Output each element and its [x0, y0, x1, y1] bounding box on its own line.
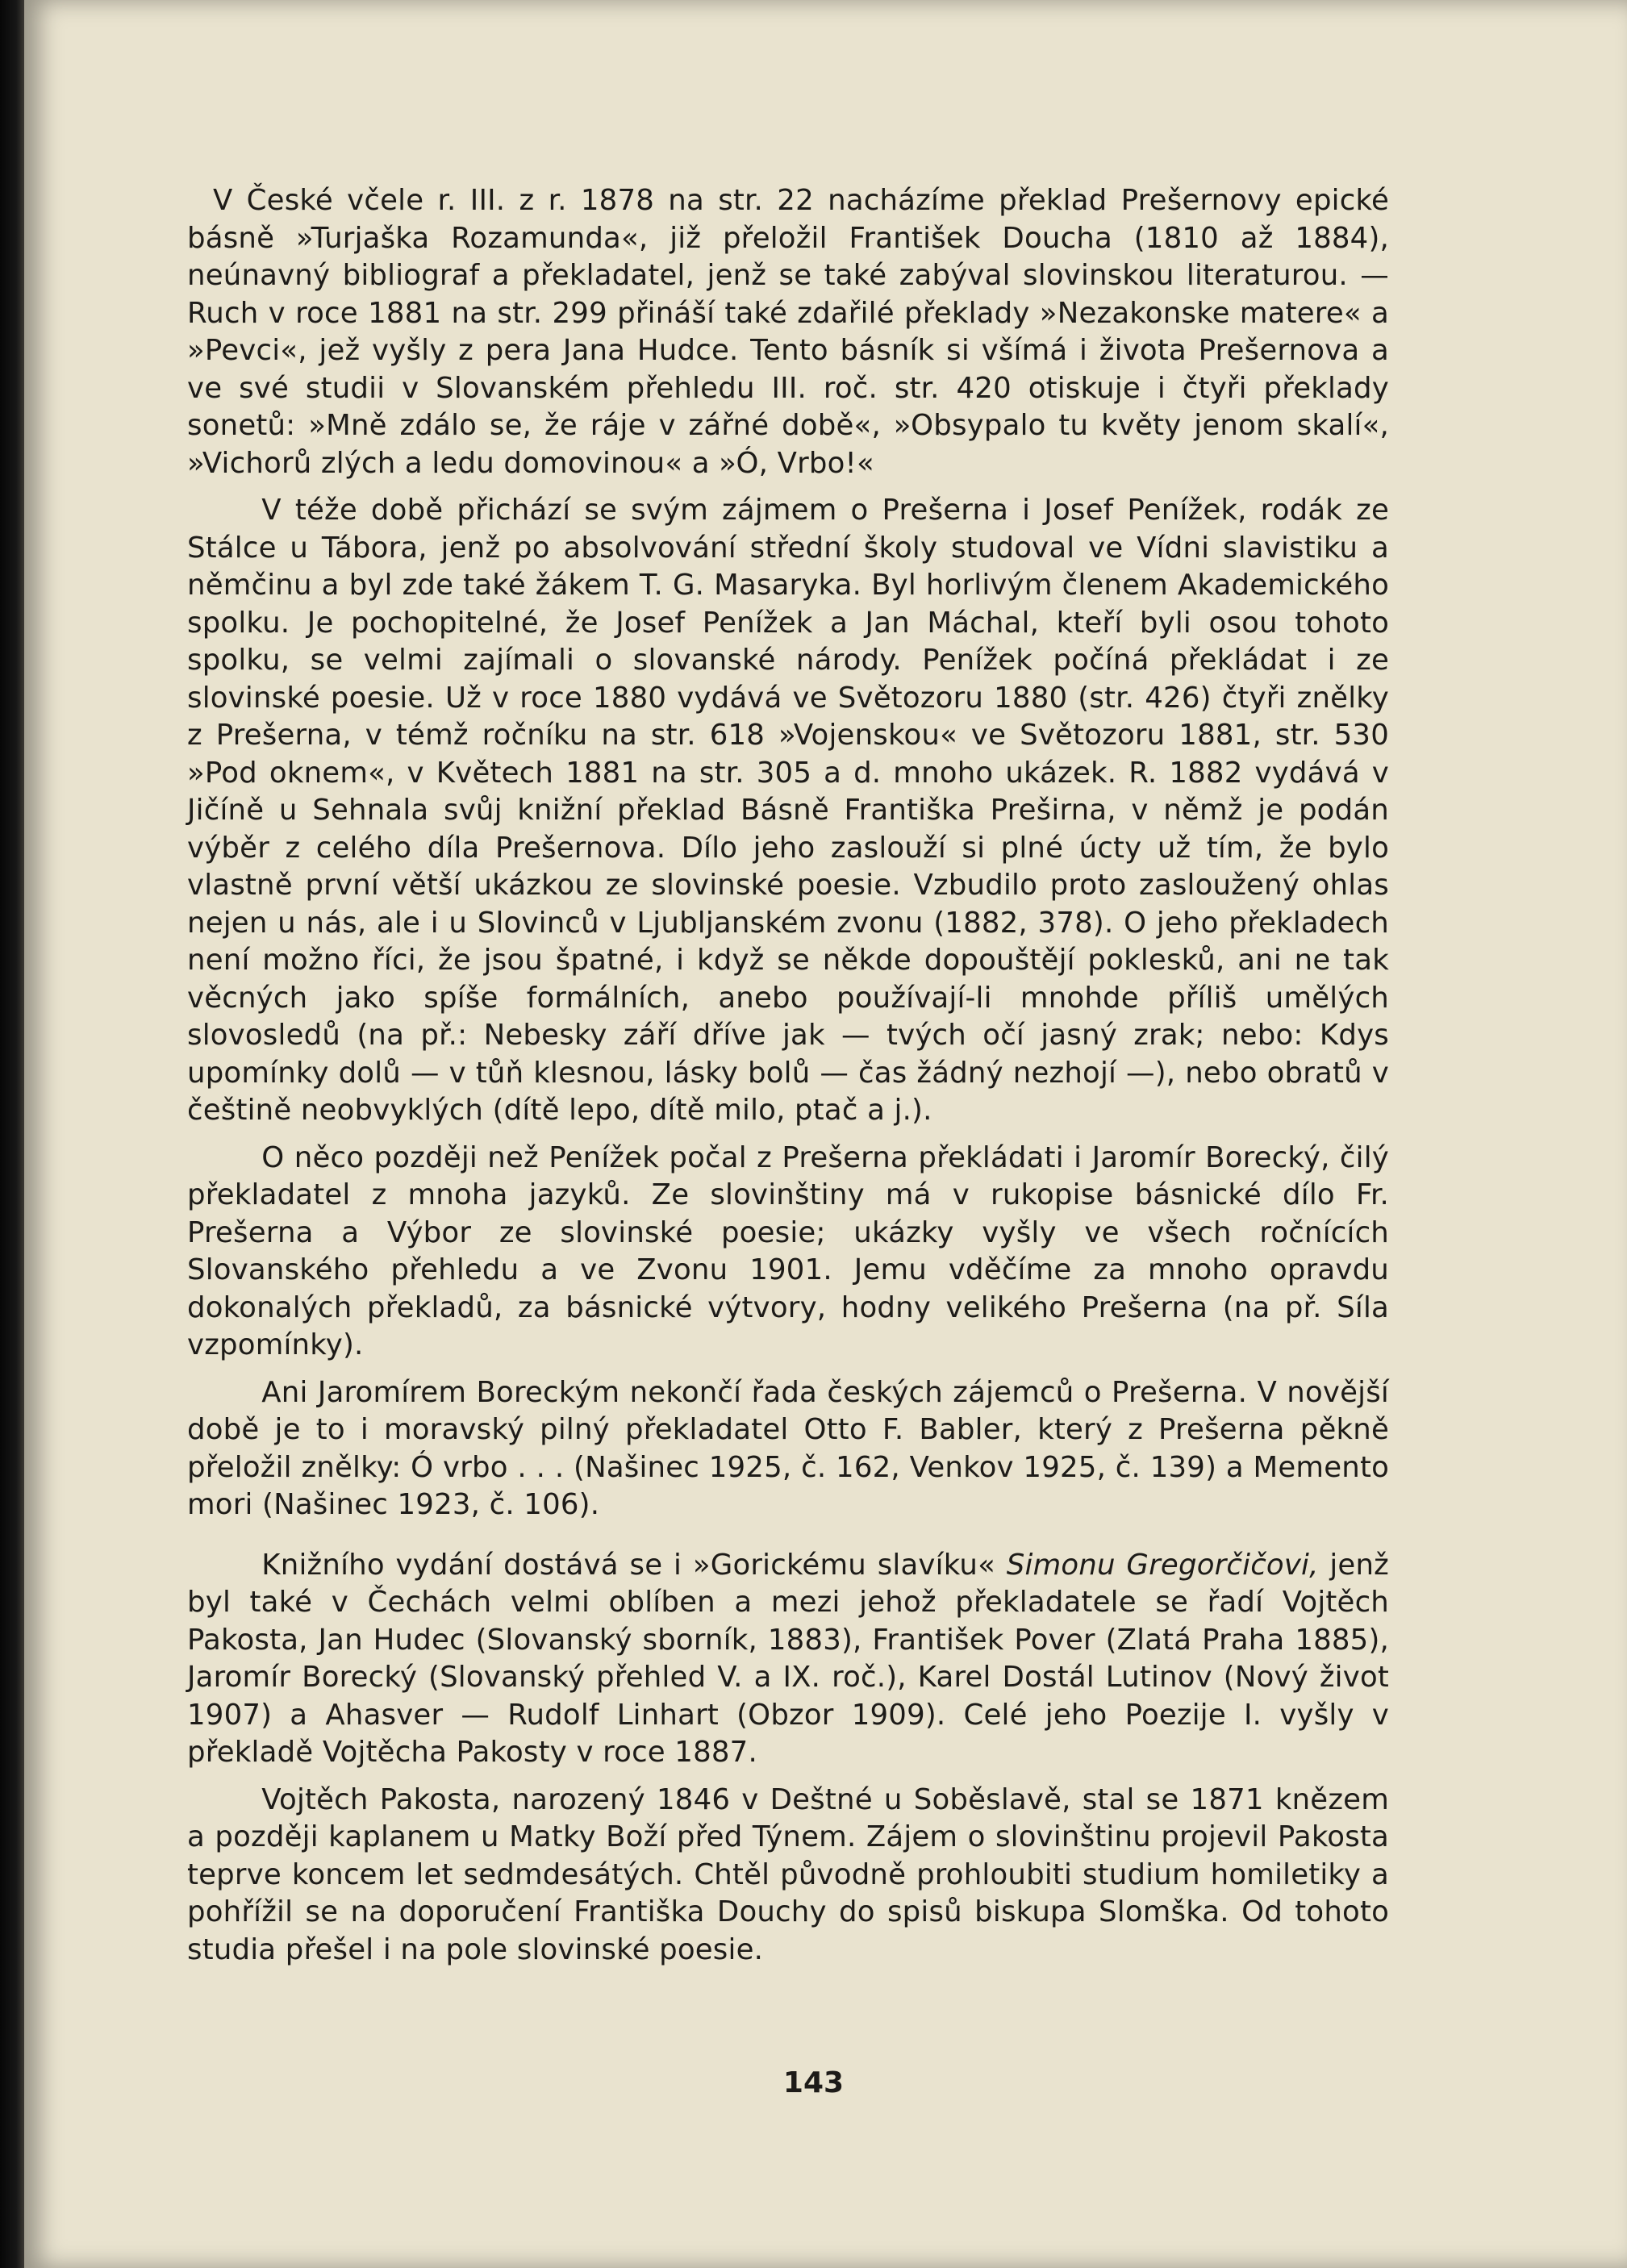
paragraph-3: O něco později než Penížek počal z Prešerna překládati i Jaromír Borecký, čilý překladatel z mnoha jazyků. Ze slovinštiny má v rukopise básnické dílo Fr. Prešerna a Výbor ze slovinské poesie; ukázky vyšly ve všech ročnících Slovanského přehledu a ve Zvonu 1901. Jemu vděčíme za mnoho opravdu dokonalých překladů, za básnické výtvory, hodny velikého Prešerna (na př. Síla vzpomínky).	[187, 1140, 1389, 1361]
paragraph-5	[187, 1547, 1389, 1772]
body-text	[187, 182, 1389, 1978]
book-binding-edge	[0, 0, 27, 2268]
paragraph-2: V téže době přichází se svým zájmem o Prešerna i Josef Penížek, rodák ze Stálce u Tábora, jenž po absolvování střední školy studoval ve Vídni slavistiku a němčinu a byl zde také žákem T. G. Masaryka. Byl horlivým členem Akademického spolku. Je pochopitelné, že Josef Penížek a Jan Máchal, kteří byli osou tohoto spolku, se velmi zajímali o slovanské národy. Penížek počíná překládat i ze slovinské poesie. Už v roce 1880 vydává ve Světozoru 1880 (str. 426) čtyři znělky z Prešerna, v témž ročníku na str. 618 »Vojenskou« ve Světozoru 1881, str. 530 »Pod oknem«, v Květech 1881 na str. 305 a d. mnoho ukázek. R. 1882 vydává v Jičíně u Sehnala svůj knižní překlad Básně Františka Preširna, v němž je podán výběr z celého díla Prešernova. Dílo jeho zaslouží si plné úcty už tím, že bylo vlastně první větší ukázkou ze slovinské poesie. Vzbudilo proto zasloužený ohlas nejen u nás, ale i u Slovinců v Ljubljanském zvonu (1882, 378). O jeho překladech není možno říci, že jsou špatné, i když se někde dopouštějí poklesků, ani ne tak věcných jako spíše formálních, anebo používají-li mnohde příliš umělých slovosledů (na př.: Nebesky září dříve jak — tvých očí jasný zrak; nebo: Kdys upomínky dolů — v tůň klesnou, lásky bolů — čas žádný nezhojí —), nebo obratů v češtině neobvyklých (dítě lepo, dítě milo, ptač a j.).	[187, 494, 1389, 1127]
paragraph-1: V České včele r. III. z r. 1878 na str. 22 nacházíme překlad Prešernovy epické básně »Turjaška Rozamunda«, již přeložil František Doucha (1810 až 1884), neúnavný bibliograf a překladatel, jenž se také zabýval slovinskou literaturou. — Ruch v roce 1881 na str. 299 přináší také zdařilé překlady »Nezakonske matere« a »Pevci«, jež vyšly z pera Jana Hudce. Tento básník si všímá i života Prešernova a ve své studii v Slovanském přehledu III. roč. str. 420 otiskuje i čtyři překlady sonetů: »Mně zdálo se, že ráje v zářné době«, »Obsypalo tu květy jenom skalí«, »Vichorů zlých a ledu domovinou« a »Ó, Vrbo!«	[187, 184, 1389, 480]
page-number: 143	[782, 2066, 845, 2099]
paragraph-4: Ani Jaromírem Boreckým nekončí řada českých zájemců o Prešerna. V novější době je to i moravský pilný překladatel Otto F. Babler, který z Prešerna pěkně přeložil znělky: Ó vrbo . . . (Našinec 1925, č. 162, Venkov 1925, č. 139) a Memento mori (Našinec 1923, č. 106).	[187, 1375, 1389, 1521]
paragraph-5-end: jenž byl také v Čechách velmi oblíben a mezi jehož překladatele se řadí Vojtěch Pakosta, Jan Hudec (Slovanský sborník, 1883), František Pover (Zlatá Praha 1885), Jaromír Borecký (Slovanský přehled V. a IX. roč.), Karel Dostál Lutinov (Nový život 1907) a Ahasver — Rudolf Linhart (Obzor 1909). Celé jeho Poezije I. vyšly v překladě Vojtěcha Pakosty v roce 1887.	[187, 1548, 1389, 1769]
paragraph-5-start: Knižního vydání dostává se i »Gorickému slavíku«	[261, 1548, 1007, 1582]
paragraph-6: Vojtěch Pakosta, narozený 1846 v Deštné u Soběslavě, stal se 1871 knězem a později kaplanem u Matky Boží před Týnem. Zájem o slovinštinu projevil Pakosta teprve koncem let sedmdesátých. Chtěl původně prohloubiti studium homiletiky a pohřížil se na doporučení Františka Douchy do spisů biskupa Slomška. Od tohoto studia přešel i na pole slovinské poesie.	[187, 1782, 1389, 1966]
paragraph-5-italic-name: Simonu Gregorčičovi,	[1006, 1548, 1319, 1582]
